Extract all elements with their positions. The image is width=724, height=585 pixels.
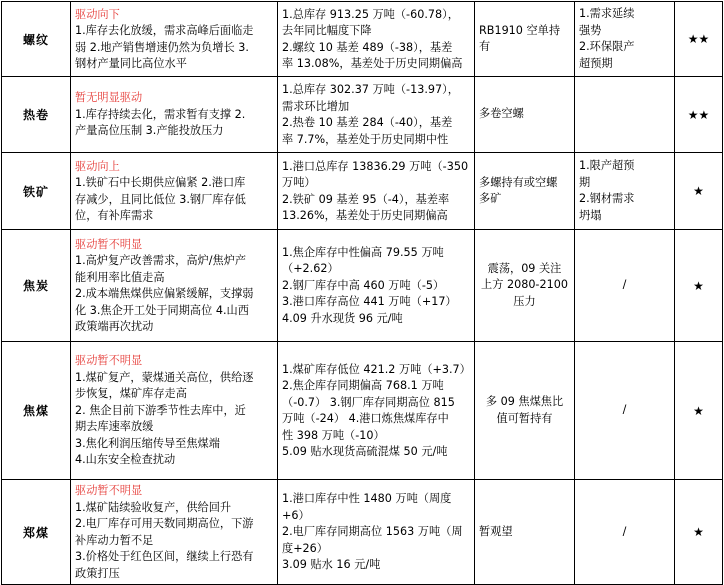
fundamental-line: 补库动力暂不足 [75, 533, 154, 547]
risk-line: 强势 [579, 23, 602, 37]
strategy-view-cell [475, 2, 575, 77]
fundamental-line: 政策端再次扰动 [75, 320, 154, 333]
fundamental-cell [71, 230, 278, 342]
strategy-view-line: 多螺持有或空螺 [479, 175, 558, 189]
risk-line: 2.环保限产 [579, 40, 635, 53]
commodity-name: 螺纹 [2, 2, 71, 77]
table-row [2, 342, 723, 480]
fundamental-line: 2.成本端焦煤供应偏紧缓解，支撑弱 [75, 287, 254, 300]
commodity-name: 铁矿 [2, 153, 71, 230]
strategy-view-text [475, 103, 574, 126]
inventory-line: 5.09 贴水现货高硫混煤 50 元/吨 [282, 445, 448, 458]
risk-cell [575, 153, 675, 230]
fundamental-line: 政策打压 [75, 566, 120, 580]
rating-stars: ★★ [675, 77, 723, 153]
inventory-basis-cell [278, 342, 475, 480]
risk-line: 1.限产超预 [579, 159, 635, 172]
fundamental-line: 3.焦化利润压缩传导至焦煤端 [75, 436, 220, 450]
inventory-line: 2.钢厂库存中高 460 万吨（-5） [282, 278, 445, 292]
inventory-line: 2.螺纹 10 基差 489（-38），基差 [282, 40, 453, 54]
rating-stars: ★ [675, 153, 723, 230]
inventory-line: 1.港口库存中性 1480 万吨（周度 [282, 492, 452, 506]
inventory-text [278, 359, 474, 463]
strategy-view-line: 压力 [513, 294, 536, 308]
fundamental-line: 弱 2.地产销售增速仍然为负增长 3. [75, 40, 249, 54]
inventory-text [278, 488, 474, 576]
table-row [2, 153, 723, 230]
rating-stars: ★ [675, 342, 723, 480]
fundamental-text [71, 350, 277, 471]
fundamental-text [71, 87, 277, 142]
inventory-line: （+2.62） [282, 262, 339, 276]
inventory-line: 万吨） [282, 176, 316, 189]
inventory-basis-cell [278, 2, 475, 77]
fundamental-line: 位，有补库需求 [75, 209, 154, 222]
strategy-view-cell [475, 480, 575, 585]
strategy-view-line: 暂观望 [479, 524, 513, 538]
inventory-text [278, 79, 474, 150]
fundamental-line: 3.价格处于红色区间，继续上行恐有 [75, 550, 254, 563]
risk-cell [575, 77, 675, 153]
fundamental-line: 1.煤矿复产，蒙煤通关高位，供给逐 [75, 370, 254, 384]
inventory-line: +6） [282, 508, 310, 522]
inventory-text [278, 4, 474, 75]
commodity-name: 焦炭 [2, 230, 71, 342]
fundamental-cell [71, 153, 278, 230]
inventory-line: 1.总库存 913.25 万吨（-60.78）， [282, 7, 459, 21]
inventory-line: 率 7.7%，基差处于历史同期中性 [282, 132, 449, 146]
risk-line: 2.钢材需求 [579, 192, 635, 205]
risk-text [575, 274, 674, 297]
strategy-view-line: 上方 2080-2100 [481, 278, 568, 292]
inventory-line: 万吨（-24） 4.港口炼焦煤库存中 [282, 412, 449, 425]
risk-text [575, 112, 674, 118]
inventory-basis-cell [278, 153, 475, 230]
inventory-text [278, 242, 474, 330]
fundamental-text [71, 156, 277, 227]
inventory-basis-cell [278, 77, 475, 153]
risk-cell [575, 342, 675, 480]
fundamental-line: 1.高炉复产改善需求，高炉/焦炉产 [75, 254, 247, 267]
table-row [2, 77, 723, 153]
fundamental-line: 存减少，且同比低位 3.钢厂库存低 [75, 192, 246, 206]
rating-stars: ★★ [675, 2, 723, 77]
table-body [2, 2, 723, 585]
fundamental-line: 4.山东安全检查扰动 [75, 453, 176, 467]
table-row [2, 230, 723, 342]
rating-stars: ★ [675, 230, 723, 342]
risk-text [575, 521, 674, 544]
inventory-line: 1.焦企库存中性偏高 79.55 万吨 [282, 245, 444, 259]
fundamental-line: 步恢复，煤矿库存走高 [75, 387, 187, 401]
strategy-view-text [475, 258, 574, 314]
strategy-view-line: 多 09 焦煤焦比 [485, 395, 564, 408]
commodity-name: 热卷 [2, 77, 71, 153]
inventory-line: 度+26） [282, 541, 328, 555]
strategy-view-text [475, 521, 574, 544]
inventory-line: 去年同比幅度下降 [282, 24, 372, 37]
strategy-view-line: 多矿 [479, 192, 502, 205]
rating-stars: ★ [675, 480, 723, 585]
fundamental-line: 钢材产量同比高位水平 [75, 57, 187, 70]
inventory-line: 2.焦企库存同期偏高 768.1 万吨 [282, 379, 444, 392]
driver-label: 驱动暂不明显 [75, 484, 143, 497]
driver-label: 驱动向上 [75, 159, 120, 173]
risk-line: 超预期 [579, 56, 613, 70]
risk-cell [575, 480, 675, 585]
strategy-view-line: 震荡，09 关注 [487, 261, 562, 275]
fundamental-cell [71, 480, 278, 585]
strategy-view-cell [475, 342, 575, 480]
inventory-line: （-0.7） 3.钢厂库存同期高位 815 [282, 395, 455, 409]
strategy-view-line: 值可暂持有 [496, 411, 553, 425]
fundamental-line: 1.库存去化放缓，需求高峰后面临走 [75, 24, 254, 37]
strategy-view-cell [475, 230, 575, 342]
inventory-text [278, 156, 474, 227]
risk-line: / [622, 278, 627, 292]
fundamental-line: 产量高位压制 3.产能投放压力 [75, 124, 224, 138]
strategy-view-text [475, 172, 574, 211]
fundamental-line: 1.煤矿陆续验收复产，供给回升 [75, 500, 232, 514]
fundamental-line: 1.库存持续去化，需求暂有支撑 2. [75, 107, 246, 121]
strategy-view-cell [475, 153, 575, 230]
inventory-line: 率 13.08%，基差处于历史同期偏高 [282, 57, 463, 70]
risk-cell [575, 230, 675, 342]
inventory-line: 2.铁矿 09 基差 95（-4），基差率 [282, 192, 450, 206]
inventory-line: 1.港口总库存 13836.29 万吨（-350 [282, 159, 469, 173]
inventory-line: 1.总库存 302.37 万吨（-13.97）， [282, 83, 459, 96]
commodity-name: 郑煤 [2, 480, 71, 585]
risk-line: / [622, 403, 627, 417]
risk-text [575, 399, 674, 422]
inventory-line: 13.26%，基差处于历史同期偏高 [282, 209, 448, 222]
driver-label: 驱动暂不明显 [75, 354, 143, 368]
driver-label: 暂无明显驱动 [75, 91, 143, 105]
driver-label: 驱动向下 [75, 7, 120, 21]
table-row [2, 480, 723, 585]
inventory-line: 2.热卷 10 基差 284（-40），基差 [282, 116, 453, 129]
strategy-view-line: RB1910 空单持有 [479, 23, 561, 53]
fundamental-text [71, 234, 277, 338]
fundamental-text [71, 4, 277, 75]
inventory-basis-cell [278, 480, 475, 585]
inventory-line: 3.09 贴水 16 元/吨 [282, 558, 381, 572]
risk-line: 坍塌 [579, 208, 602, 222]
fundamental-cell [71, 342, 278, 480]
risk-line: / [622, 524, 627, 538]
inventory-line: 4.09 升水现货 96 元/吨 [282, 311, 403, 325]
strategy-view-line: 多卷空螺 [479, 107, 524, 121]
fundamental-line: 2.电厂库存可用天数同期高位，下游 [75, 517, 254, 530]
inventory-line: 需求环比增加 [282, 99, 350, 113]
risk-line: 1.需求延续 [579, 7, 635, 20]
fundamental-line: 能利用率比值走高 [75, 270, 165, 284]
risk-cell [575, 2, 675, 77]
fundamental-line: 2. 焦企目前下游季节性去库中，近 [75, 403, 246, 417]
strategy-view-cell [475, 77, 575, 153]
fundamental-line: 化 3.焦企开工处于同期高位 4.山西 [75, 303, 249, 317]
inventory-line: 1.煤矿库存低位 421.2 万吨（+3.7） [282, 362, 471, 376]
inventory-line: 性 398 万吨（-10） [282, 428, 385, 442]
commodity-name: 焦煤 [2, 342, 71, 480]
risk-text [575, 3, 674, 75]
risk-line: 期 [579, 175, 591, 189]
fundamental-line: 期去库速率放缓 [75, 420, 154, 434]
strategy-view-text [475, 20, 574, 59]
strategy-view-text [475, 391, 574, 430]
inventory-line: 3.港口库存高位 441 万吨（+17） [282, 295, 457, 309]
fundamental-cell [71, 77, 278, 153]
fundamental-cell [71, 2, 278, 77]
fundamental-text [71, 480, 277, 584]
fundamental-line: 1.铁矿石中长期供应偏紧 2.港口库 [75, 176, 246, 189]
risk-text [575, 155, 674, 227]
inventory-line: 2.电厂库存同期高位 1563 万吨（周 [282, 525, 463, 539]
table-row [2, 2, 723, 77]
driver-label: 驱动暂不明显 [75, 237, 143, 251]
commodity-strategy-table [1, 1, 723, 585]
inventory-basis-cell [278, 230, 475, 342]
